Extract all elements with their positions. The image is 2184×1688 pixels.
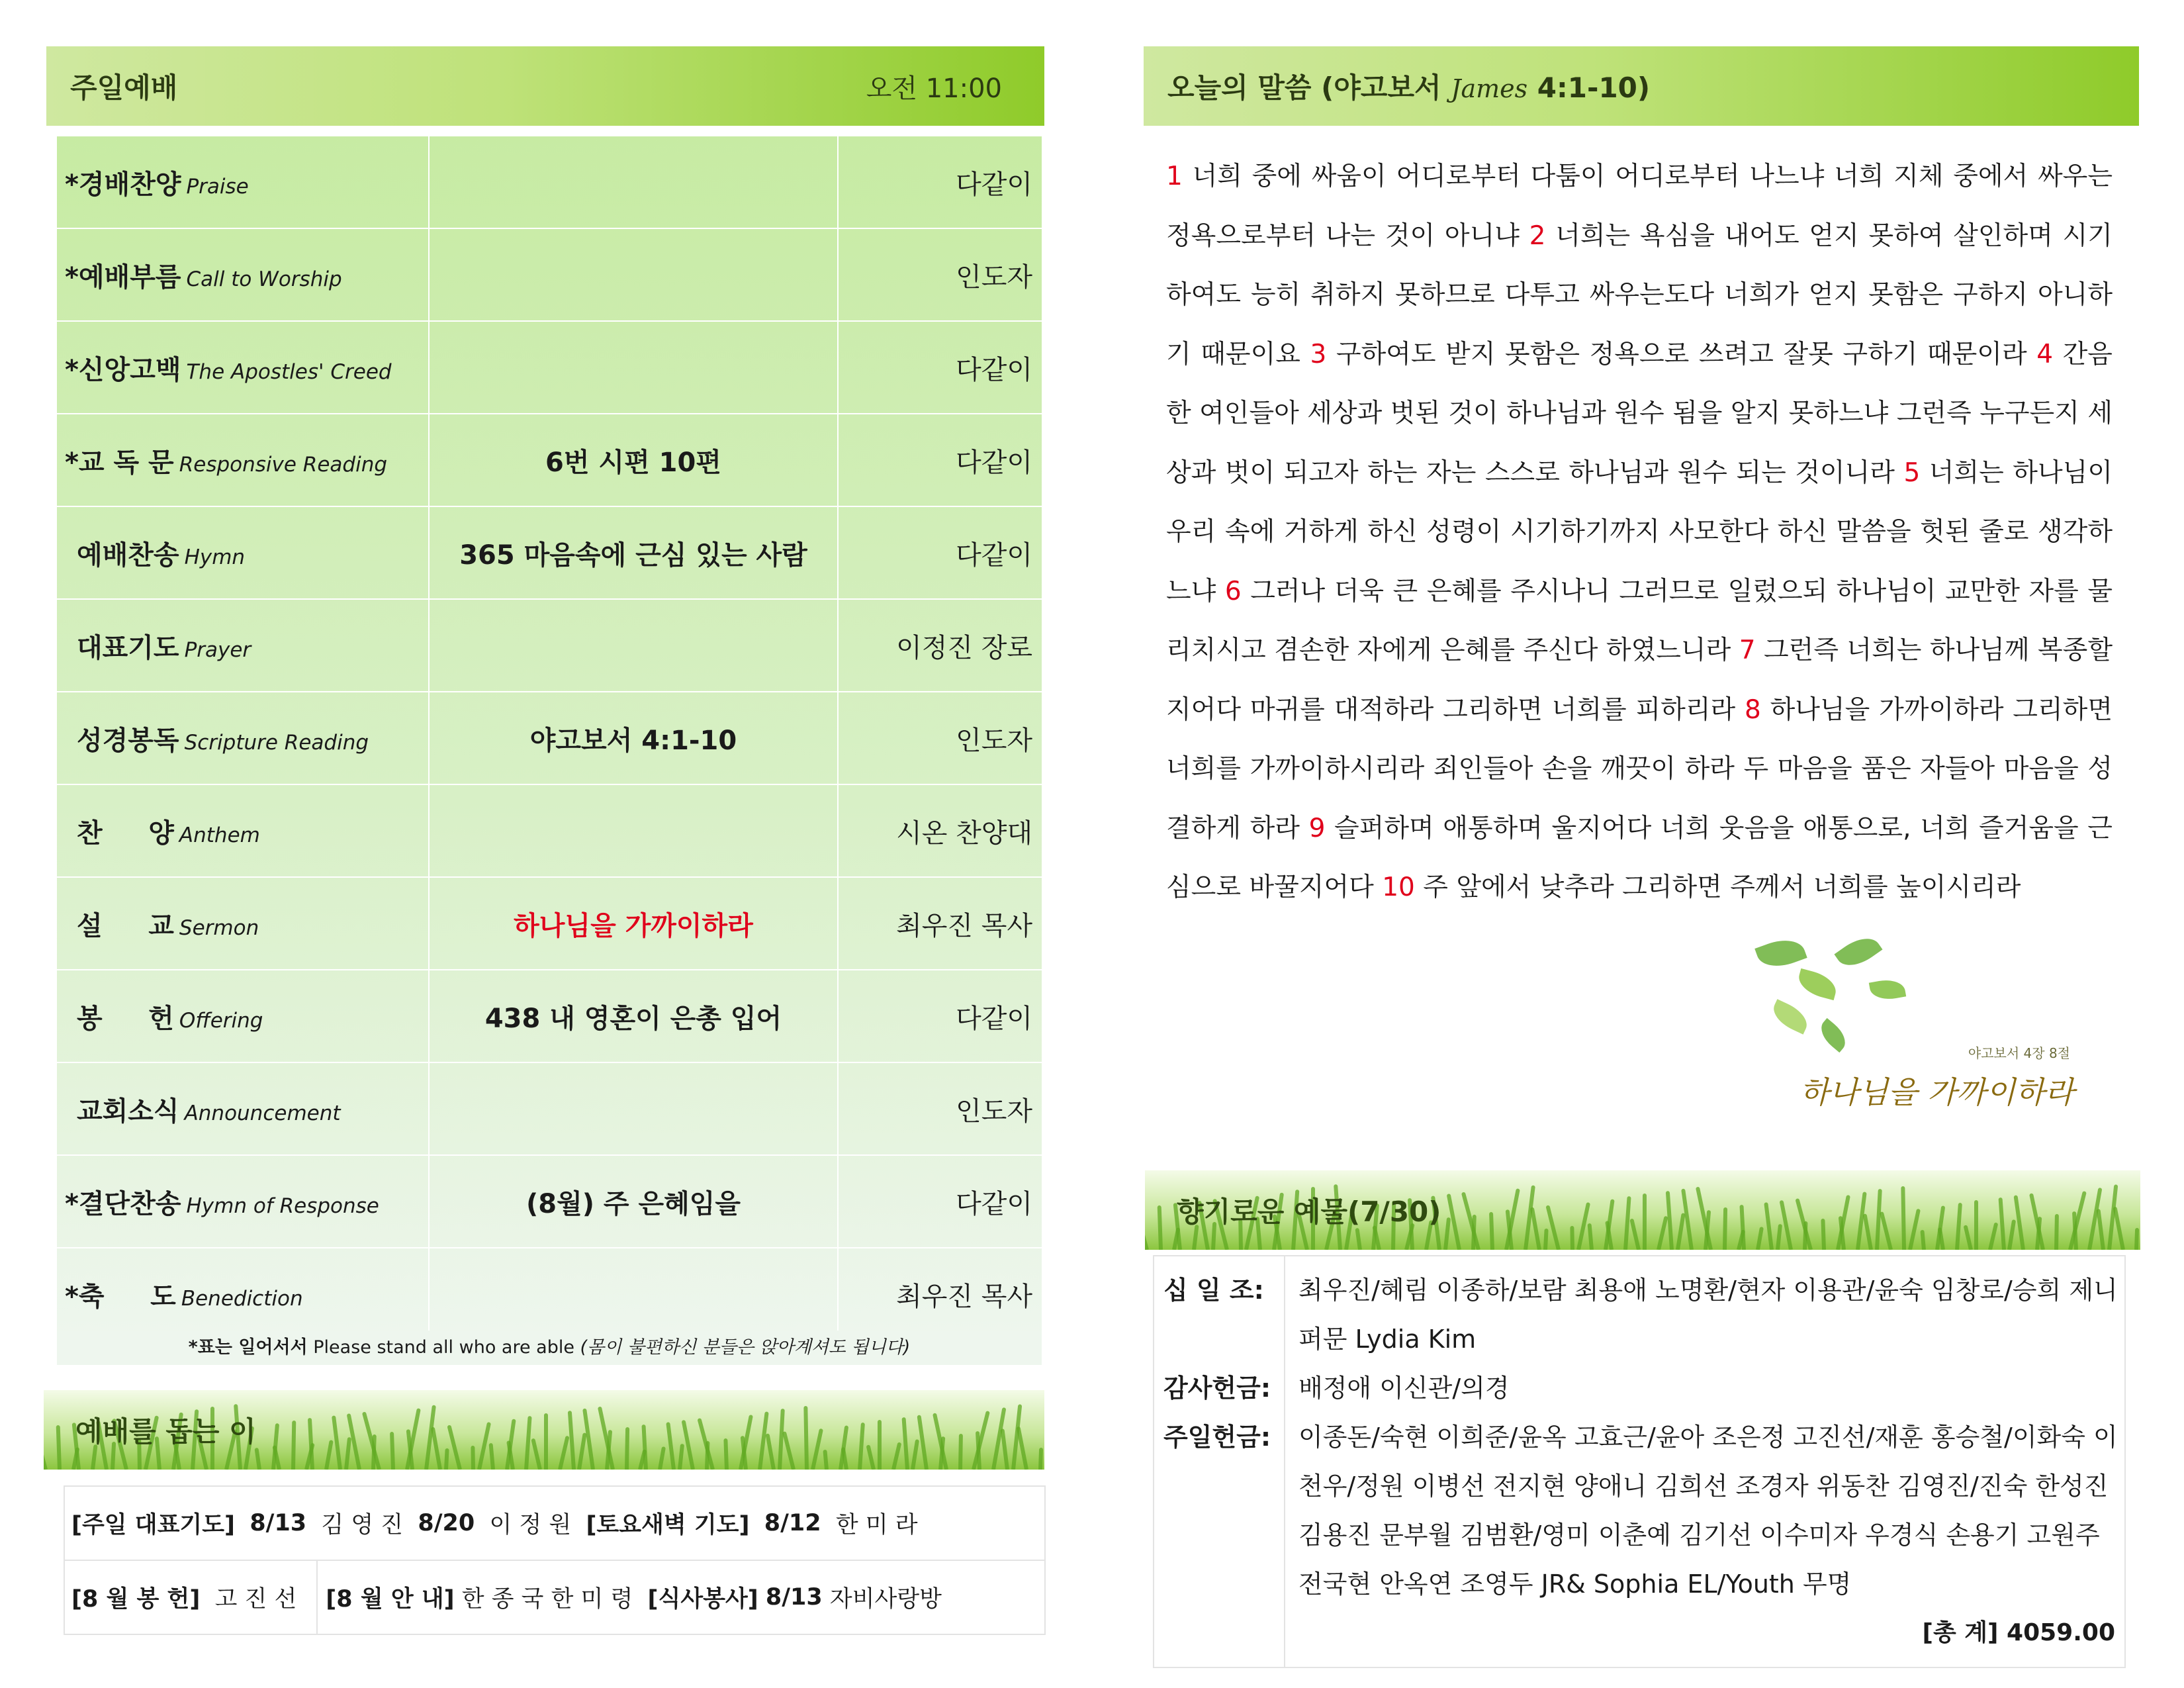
order-item-detail: (8월) 주 은혜임을 (429, 1155, 838, 1248)
art-subcaption: 야고보서 4장 8절 (1968, 1045, 2070, 1061)
offering-names: 이종돈/숙현 이희준/윤옥 고효근/윤아 조은정 고진선/재훈 홍승철/이화숙 이천우/정원 이병선 전지현 양애니 김희선 조경자 위동찬 김영진/진숙 한성진 김용진 문부월 김범환/영미 이춘예 김기선 이수미자 우경식 손용기 고원주 전국현 안옥연 조영두 JR& Sophia EL/Youth 무명 (1298, 1423, 2118, 1599)
order-item (57, 506, 429, 599)
order-item-detail (429, 136, 838, 228)
order-item-en: Call to Worship (186, 267, 342, 291)
label-usher: [8 월 안 내] (326, 1586, 455, 1613)
order-item (57, 228, 429, 321)
order-item-detail (429, 1062, 838, 1155)
grass-blade (431, 1427, 442, 1470)
order-item-detail: 438 내 영혼이 은총 입어 (429, 970, 838, 1062)
grass-blade (524, 1416, 532, 1470)
grass-blade (577, 1432, 587, 1470)
grass-blade (1145, 1230, 1149, 1250)
grass-blade (447, 1425, 462, 1470)
helpers-row-1 (65, 1487, 1044, 1560)
grass-blade (1955, 1203, 1962, 1250)
grass-blade (255, 1448, 262, 1470)
grass-blade (723, 1438, 729, 1470)
date-meal: 8/13 (765, 1584, 823, 1611)
name-1: 김 영 진 (321, 1512, 404, 1538)
leaf-icon (1869, 977, 1906, 1003)
leaf-artwork (1745, 927, 2101, 1152)
order-item (57, 1062, 429, 1155)
verse-text: 그런즉 너희는 하나님께 복종할지어다 마귀를 대적하라 그리하면 너희를 피하리라 (1166, 635, 2113, 725)
verse-text: 간음한 여인들아 세상과 벗된 것이 하나님과 원수 됨을 알지 못하느냐 그런즉 누구든지 세상과 벗이 되고자 하는 자는 스스로 하나님과 원수 되는 것이니라 (1166, 339, 2113, 488)
grass-blade (1988, 1222, 1998, 1250)
order-item-ko: 찬 양 (77, 818, 174, 849)
grass-blade (1676, 1213, 1686, 1250)
order-row (57, 877, 1042, 970)
name-meal: 자비사랑방 (829, 1586, 942, 1613)
grass-blade (901, 1417, 909, 1470)
date-3: 8/12 (764, 1510, 821, 1536)
order-row (57, 970, 1042, 1062)
label-saturday-prayer: [토요새벽 기도] (586, 1512, 750, 1538)
order-item-ko: *신앙고백 (65, 354, 181, 385)
order-item-ko: 대표기도 (77, 632, 179, 663)
order-item-ko: 성경봉독 (77, 725, 179, 756)
order-item (57, 877, 429, 970)
verse-text: 너희는 욕심을 내어도 얻지 못하여 살인하며 시기하여도 능히 취하지 못하므로 다투고 싸우는도다 너희가 얻지 못함은 구하지 아니하기 때문이요 (1166, 220, 2113, 369)
grass-blade (324, 1440, 334, 1470)
date-1: 8/13 (250, 1510, 307, 1536)
verse-number: 6 (1224, 576, 1242, 606)
order-item-ko: 예배찬송 (77, 539, 179, 571)
order-item (57, 136, 429, 228)
verse-number: 8 (1744, 694, 1761, 725)
order-item-leader: 시온 찬양대 (838, 784, 1042, 877)
order-item-en: Sermon (179, 915, 259, 940)
standing-note-italic: (몸이 불편하신 분들은 앉아계셔도 됩니다) (580, 1337, 911, 1358)
cell-divider (316, 1561, 318, 1634)
grass-blade (291, 1421, 296, 1470)
offering-label: 주일헌금: (1163, 1423, 1271, 1452)
verse-number: 7 (1739, 635, 1756, 665)
grass-blade (1543, 1229, 1549, 1250)
grass-blade (1038, 1448, 1043, 1470)
grass-blade (1630, 1219, 1641, 1250)
grass-blade (1355, 1228, 1362, 1250)
order-row (57, 1062, 1042, 1155)
leaf-icon (1796, 968, 1840, 1000)
order-item-ko: *경배찬양 (65, 169, 181, 200)
order-item-detail: 하나님을 가까이하라 (429, 877, 838, 970)
order-item-en: Announcement (184, 1101, 341, 1125)
grass-blade (1570, 1226, 1574, 1250)
order-item-leader: 이정진 장로 (838, 599, 1042, 692)
order-item-ko: 교회소식 (77, 1096, 179, 1127)
grass-blade (878, 1420, 882, 1470)
order-item-en: Scripture Reading (184, 730, 369, 755)
grass-blade (958, 1434, 963, 1470)
leaf-icon (1768, 999, 1812, 1035)
grass-blade (1000, 1429, 1009, 1470)
grass-blade (2134, 1228, 2139, 1250)
order-item-detail: 야고보서 4:1-10 (429, 692, 838, 784)
offering-label: 십 일 조: (1163, 1276, 1264, 1305)
order-item-leader: 다같이 (838, 414, 1042, 506)
order-item-ko: *결단찬송 (65, 1188, 181, 1219)
worship-header (46, 46, 1044, 126)
name-2: 이 정 원 (489, 1512, 572, 1538)
grass-blade (531, 1438, 542, 1470)
standing-note (57, 1331, 1042, 1365)
grass-blade (1776, 1224, 1782, 1250)
verse-number: 4 (2036, 339, 2054, 369)
offering-table (1153, 1255, 2126, 1668)
order-row (57, 506, 1042, 599)
order-item-detail (429, 228, 838, 321)
verse-text: 그러나 더욱 큰 은혜를 주시나니 그러므로 일렀으되 하나님이 교만한 자를 물리치시고 겸손한 자에게 은혜를 주신다 하였느니라 (1166, 576, 2113, 665)
grass-blade (891, 1442, 901, 1470)
grass-blade (782, 1431, 795, 1470)
grass-blade (866, 1444, 876, 1470)
order-item-detail: 6번 시편 10편 (429, 414, 838, 506)
grass-blade (911, 1439, 919, 1470)
order-item-ko: *축 도 (65, 1281, 176, 1312)
grass-blade (1017, 1427, 1028, 1470)
offering-names: 최우진/혜림 이종하/보람 최용애 노명환/현자 이용관/윤숙 임창로/승희 제니퍼문 Lydia Kim (1298, 1276, 2118, 1354)
scripture-title-en: James (1451, 74, 1528, 103)
grass-blade (471, 1446, 476, 1470)
order-item-en: Offering (179, 1008, 263, 1033)
leaf-icon (1754, 933, 1807, 974)
offering-header (1145, 1170, 2140, 1250)
grass-blade (1588, 1223, 1594, 1250)
label-offering: [8 월 봉 헌] (71, 1586, 201, 1613)
offering-label: 감사헌금: (1163, 1374, 1271, 1403)
verse-number: 10 (1382, 872, 1415, 902)
order-row (57, 1155, 1042, 1248)
scripture-title-ko: 오늘의 말씀 (야고보서 (1167, 71, 1451, 104)
name-offering: 고 진 선 (214, 1586, 297, 1613)
name-usher: 한 종 국 한 미 령 (461, 1586, 633, 1613)
grass-blade (1546, 1205, 1561, 1250)
offering-total: [총 계] 4059.00 (1922, 1619, 2115, 1646)
grass-blade (1863, 1213, 1873, 1250)
offering-names: 배정애 이신관/의경 (1298, 1374, 1510, 1403)
order-item-leader: 다같이 (838, 1155, 1042, 1248)
grass-blade (804, 1406, 809, 1470)
standing-note-text: Please stand all who are able (307, 1337, 580, 1358)
order-of-service-table (57, 136, 1042, 1341)
order-item-ko: *교 독 문 (65, 447, 174, 478)
order-item-en: Responsive Reading (179, 452, 388, 477)
grass-blade (1657, 1216, 1668, 1250)
grass-blade (658, 1446, 666, 1470)
order-item (57, 1155, 429, 1248)
grass-blade (2113, 1207, 2124, 1250)
grass-blade (390, 1432, 395, 1470)
grass-blade (2097, 1209, 2106, 1250)
order-item-leader: 인도자 (838, 228, 1042, 321)
grass-blade (1998, 1197, 2005, 1250)
helpers-title: 예배를 돕는 이 (75, 1415, 256, 1448)
order-item (57, 970, 429, 1062)
worship-time: 오전 11:00 (866, 73, 1002, 104)
helpers-header (44, 1390, 1044, 1470)
standing-note-bold: *표는 일어서서 (188, 1337, 308, 1358)
grass-blade (765, 1433, 775, 1470)
order-item-leader: 인도자 (838, 692, 1042, 784)
helpers-row-2 (65, 1560, 1044, 1634)
grass-blade (489, 1443, 495, 1470)
leaf-icon (1815, 1018, 1852, 1053)
label-meal: [식사봉사] (647, 1586, 758, 1613)
grass-blade (544, 1413, 548, 1470)
name-3: 한 미 라 (835, 1512, 918, 1538)
grass-blade (1879, 1211, 1892, 1250)
order-item-ko: *예배부름 (65, 261, 181, 293)
grass-blade (1643, 1194, 1647, 1250)
order-item-en: The Apostles' Creed (186, 359, 392, 384)
leaf-icon (1834, 930, 1882, 974)
label-sunday-prayer: [주일 대표기도] (71, 1512, 236, 1538)
grass-blade (1756, 1227, 1764, 1250)
order-item-detail: 365 마음속에 근심 있는 사람 (429, 506, 838, 599)
helpers-table (64, 1485, 1046, 1635)
offering-divider (1284, 1256, 1285, 1667)
scripture-title (1144, 66, 1650, 106)
verse-text: 주 앞에서 낮추라 그리하면 주께서 너희를 높이시리라 (1423, 872, 2021, 902)
date-2: 8/20 (418, 1510, 475, 1536)
grass-blade (811, 1429, 823, 1470)
order-item-detail (429, 321, 838, 414)
grass-blade (1974, 1200, 1978, 1250)
order-item-en: Hymn of Response (186, 1194, 379, 1218)
order-item-en: Benediction (181, 1286, 303, 1311)
grass-blade (1908, 1209, 1921, 1250)
order-item-en: Anthem (179, 823, 260, 847)
order-item-leader: 다같이 (838, 506, 1042, 599)
order-item (57, 414, 429, 506)
grass-blade (1920, 1230, 1926, 1250)
scripture-text (1166, 147, 2113, 917)
grass-blade (1821, 1219, 1827, 1250)
order-item (57, 599, 429, 692)
grass-blade (1489, 1212, 1494, 1250)
order-item-leader: 다같이 (838, 136, 1042, 228)
grass-blade (1666, 1191, 1674, 1250)
grass-blade (625, 1427, 629, 1470)
grass-blade (1723, 1207, 1727, 1250)
grass-blade (1443, 1217, 1451, 1250)
grass-blade (444, 1448, 449, 1470)
order-item (57, 692, 429, 784)
order-item-leader: 최우진 목사 (838, 1248, 1042, 1340)
grass-blade (823, 1450, 829, 1470)
art-caption: 하나님을 가까이하라 (1799, 1074, 2074, 1110)
verse-number: 1 (1166, 162, 1183, 191)
order-item-detail (429, 599, 838, 692)
order-row (57, 784, 1042, 877)
order-item-en: Hymn (184, 545, 246, 569)
order-item-detail (429, 1248, 838, 1340)
order-item-ko: 설 교 (77, 910, 174, 941)
order-row (57, 1248, 1042, 1340)
verse-number: 2 (1529, 220, 1546, 251)
verse-number: 3 (1310, 339, 1327, 369)
order-item (57, 1248, 429, 1340)
verse-text: 하나님을 가까이하라 그리하면 너희를 가까이하시리라 죄인들아 손을 깨끗이 하라 두 마음을 품은 자들아 마음을 성결하게 하라 (1166, 694, 2113, 843)
grass-blade (666, 1422, 676, 1470)
order-row (57, 599, 1042, 692)
order-item-detail (429, 784, 838, 877)
grass-blade (972, 1411, 990, 1470)
grass-blade (1764, 1202, 1774, 1250)
grass-blade (678, 1444, 684, 1470)
grass-blade (44, 1450, 48, 1470)
order-item-leader: 다같이 (838, 321, 1042, 414)
order-item-en: Praise (186, 174, 249, 199)
order-item-ko: 봉 헌 (77, 1003, 174, 1034)
verse-text: 너희는 하나님이 우리 속에 거하게 하신 성령이 시기하기까지 사모한다 하신 말씀을 헛된 줄로 생각하느냐 (1166, 457, 2113, 606)
order-row (57, 692, 1042, 784)
scripture-header (1144, 46, 2139, 126)
order-item-leader: 최우진 목사 (838, 877, 1042, 970)
grass-blade (1963, 1225, 1972, 1250)
verse-text: 구하여도 받지 못함은 정욕으로 쓰려고 잘못 구하기 때문이라 (1336, 339, 2027, 369)
scripture-title-ref: 4:1-10) (1527, 71, 1651, 104)
grass-blade (1530, 1207, 1541, 1250)
grass-blade (558, 1436, 570, 1470)
verse-text: 슬퍼하며 애통하며 울지어다 너희 웃음을 애통으로, 너희 즐거움을 근심으로 바꿀지어다 (1166, 813, 2113, 902)
verse-number: 5 (1903, 457, 1921, 488)
grass-blade (2054, 1214, 2059, 1250)
verse-text: 너희 중에 싸움이 어디로부터 다툼이 어디로부터 나느냐 너희 지체 중에서 싸우는 정욕으로부터 나는 것이 아니냐 (1166, 162, 2113, 251)
order-item-en: Prayer (184, 637, 251, 662)
grass-blade (2007, 1219, 2016, 1250)
order-row (57, 228, 1042, 321)
grass-blade (1623, 1196, 1631, 1250)
order-item-leader: 다같이 (838, 970, 1042, 1062)
grass-blade (1901, 1186, 1907, 1250)
worship-title: 주일예배 (70, 71, 178, 104)
order-item (57, 784, 429, 877)
order-item-leader: 인도자 (838, 1062, 1042, 1155)
order-row (57, 321, 1042, 414)
verse-number: 9 (1308, 813, 1326, 843)
offering-title: 향기로운 예물(7/30) (1177, 1196, 1441, 1228)
order-item (57, 321, 429, 414)
grass-blade (858, 1423, 865, 1470)
grass-blade (344, 1437, 351, 1470)
order-row (57, 136, 1042, 228)
order-row (57, 414, 1042, 506)
